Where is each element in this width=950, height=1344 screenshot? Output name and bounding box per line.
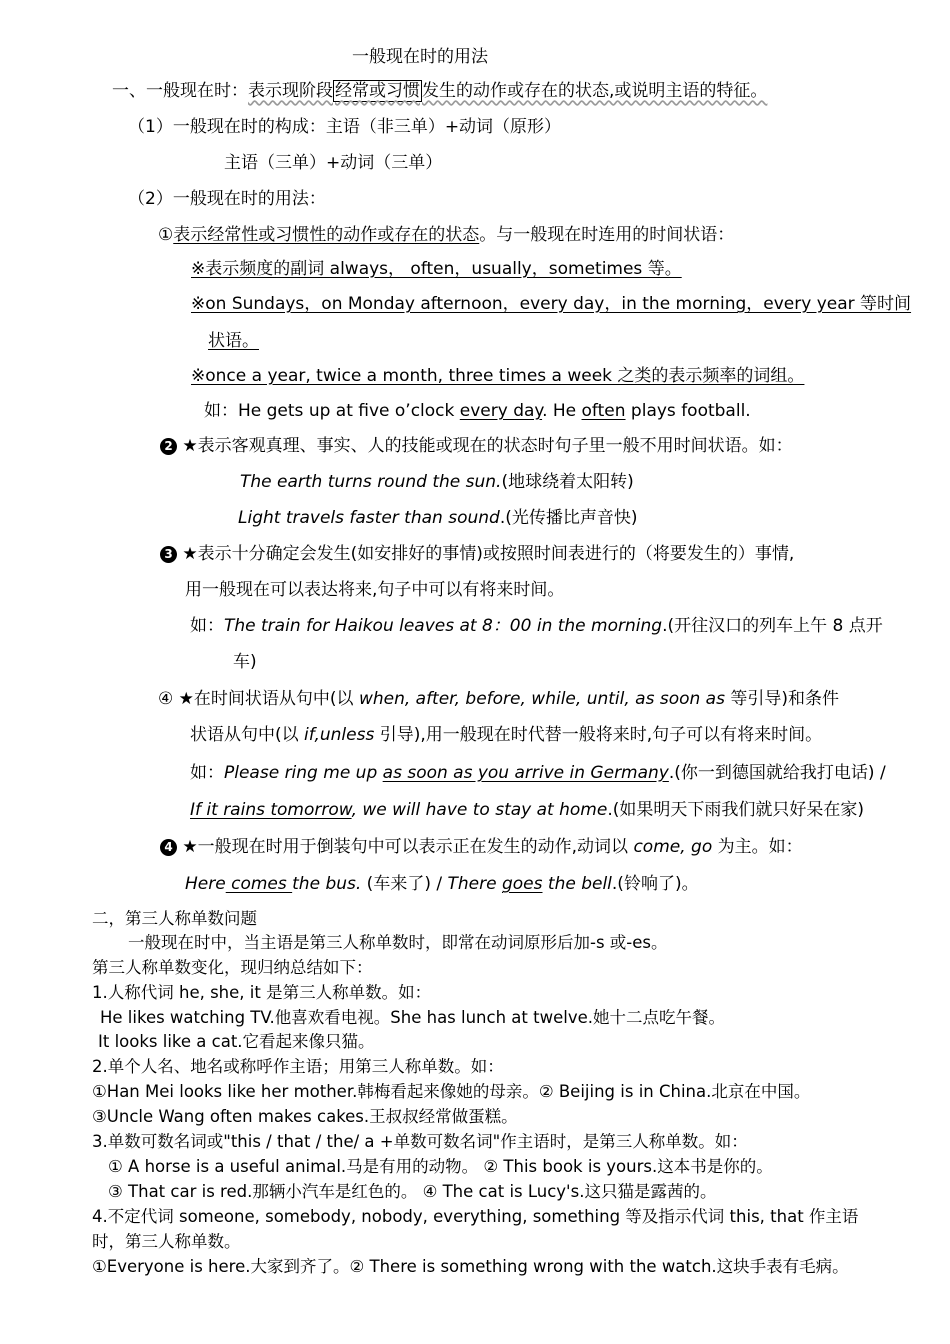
usage-1 xyxy=(158,222,734,248)
example-en: Please ring me up xyxy=(224,763,383,783)
usage-1-underlined: 表示经常性或习惯性的动作或存在的状态 xyxy=(173,225,480,245)
usage-4 xyxy=(158,686,839,712)
section-2-rule-1: 1.人称代词 he, she, it 是第三人称单数。如： xyxy=(92,983,432,1002)
section-1-heading xyxy=(112,78,767,104)
usage-2-example-2 xyxy=(238,505,638,531)
ex-part: plays football. xyxy=(625,401,751,421)
section-2-example: ①Han Mei looks like her mother.韩梅看起来像她的母亲。② Beijing is in China.北京在中国。 xyxy=(92,1082,811,1101)
usage-4-text: ★在时间状语从句中(以 xyxy=(173,689,359,709)
example-en: The train for Haikou leaves at 8：00 in the morning xyxy=(224,616,663,636)
circled-number: 4 xyxy=(160,839,177,856)
section-2-rule-4: 4.不定代词 someone, somebody, nobody, everything, something 等及指示代词 this, that 作主语 xyxy=(92,1207,859,1226)
usage-2-text: ★表示客观真理、事实、人的技能或现在的状态时句子里一般不用时间状语。如： xyxy=(182,436,793,456)
usage-4-text: 等引导)和条件 xyxy=(724,689,840,709)
example-zh: (地球绕着太阳转) xyxy=(501,472,634,492)
section-2-example: ① A horse is a useful animal.马是有用的动物。 ② This book is yours.这本书是你的。 xyxy=(108,1157,773,1176)
example-en-underlined: as soon as you arrive in Germany xyxy=(382,763,669,783)
example-en: , we will have to stay at home xyxy=(351,800,608,820)
verbs: come, go xyxy=(633,837,713,857)
usage-4-cont xyxy=(190,722,822,748)
example-prefix: 如： xyxy=(190,763,224,783)
section-2-example: It looks like a cat.它看起来像只猫。 xyxy=(98,1032,375,1051)
usage-4-text: 状语从句中(以 xyxy=(190,725,305,745)
usage-5 xyxy=(160,834,803,860)
structure-line-1: （1）一般现在时的构成：主语（非三单）+动词（原形） xyxy=(128,117,562,137)
usage-4-example-1 xyxy=(190,760,886,786)
ex-part: . He xyxy=(542,401,582,421)
circled-number: 3 xyxy=(160,546,177,563)
definition xyxy=(248,80,767,102)
example-en: There xyxy=(447,874,502,894)
usage-5-text: 为主。如： xyxy=(712,837,803,857)
section-2-line: 一般现在时中，当主语是第三人称单数时，即常在动词原形后加-s 或-es。 xyxy=(128,933,668,952)
usage-2 xyxy=(160,433,793,459)
usage-2-example-1 xyxy=(240,469,634,495)
section-2-example: ③Uncle Wang often makes cakes.王叔叔经常做蛋糕。 xyxy=(92,1107,518,1126)
usage-3-example-cont: 车) xyxy=(233,652,257,672)
example-zh: .(开往汉口的列车上午 8 点开 xyxy=(662,616,883,636)
structure-line-2: 主语（三单）+动词（三单） xyxy=(224,153,443,173)
example-zh: .(如果明天下雨我们就只好呆在家) xyxy=(607,800,864,820)
page-title: 一般现在时的用法 xyxy=(352,47,488,67)
definition-post: 发生的动作或存在的状态,或说明主语的特征。 xyxy=(422,81,768,101)
section-2-example: ①Everyone is here.大家到齐了。② There is something wrong with the watch.这块手表有毛病。 xyxy=(92,1257,849,1276)
usage-1-rest: 。与一般现在时连用的时间状语： xyxy=(479,225,735,245)
ex-part: 如：He gets up at five o’clock xyxy=(204,401,460,421)
usage-5-example xyxy=(185,871,699,897)
example-en: the bus. xyxy=(292,874,362,894)
section-2-rule-2: 2.单个人名、地名或称呼作主语；用第三人称单数。如： xyxy=(92,1057,504,1076)
usage-4-num: ④ xyxy=(158,689,174,709)
usage-3-text: ★表示十分确定会发生(如安排好的事情)或按照时间表进行的（将要发生的）事情, xyxy=(182,544,795,564)
example-prefix: 如： xyxy=(190,616,224,636)
conjunctions: if,unless xyxy=(304,725,375,745)
definition-pre: 表示现阶段 xyxy=(248,81,333,101)
definition-boxed: 经常或习惯 xyxy=(335,81,420,101)
section-2-example: He likes watching TV.他喜欢看电视。She has lunch at twelve.她十二点吃午餐。 xyxy=(100,1008,725,1027)
usage-1-example xyxy=(204,398,751,424)
section-2-line: 第三人称单数变化，现归纳总结如下： xyxy=(92,958,373,977)
note-frequency-phrases: ※once a year, twice a month, three times a week 之类的表示频率的词组。 xyxy=(191,366,805,386)
usage-3 xyxy=(160,541,794,567)
example-en: the bell xyxy=(542,874,612,894)
example-en-underlined: comes xyxy=(225,874,293,894)
section-2-rule-4-cont: 时，第三人称单数。 xyxy=(92,1232,241,1251)
example-en: Here xyxy=(185,874,226,894)
ex-underlined: every day xyxy=(459,401,543,421)
ex-underlined: often xyxy=(581,401,626,421)
example-en-underlined: If it rains tomorrow xyxy=(190,800,352,820)
note-time-phrases-cont: 状语。 xyxy=(208,331,259,351)
circled-number: 2 xyxy=(160,438,177,455)
usage-4-text: 引导),用一般现在时代替一般将来时,句子可以有将来时间。 xyxy=(374,725,823,745)
example-zh: .(光传播比声音快) xyxy=(499,508,638,528)
usage-5-text: ★一般现在时用于倒装句中可以表示正在发生的动作,动词以 xyxy=(182,837,634,857)
example-en: The earth turns round the sun. xyxy=(240,472,502,492)
example-zh: .(你一到德国就给我打电话) / xyxy=(668,763,886,783)
note-time-phrases: ※on Sundays，on Monday afternoon，every day，in the morning，every year 等时间 xyxy=(191,294,912,314)
example-zh: (车来了) / xyxy=(361,874,448,894)
heading-label: 一、一般现在时： xyxy=(112,81,248,101)
note-frequency-adverbs: ※表示频度的副词 always， often，usually，sometimes 等。 xyxy=(191,259,682,279)
section-2-example: ③ That car is red.那辆小汽车是红色的。 ④ The cat is Lucy's.这只猫是露茜的。 xyxy=(108,1182,717,1201)
section-2-rule-3: 3.单数可数名词或"this / that / the/ a +单数可数名词"作主语时，是第三人称单数。如： xyxy=(92,1132,748,1151)
conjunctions: when, after, before, while, until, as soon as xyxy=(358,689,725,709)
usage-3-cont: 用一般现在可以表达将来,句子中可以有将来时间。 xyxy=(185,580,565,600)
example-en-underlined: goes xyxy=(501,874,543,894)
section-2-heading: 二，第三人称单数问题 xyxy=(92,909,257,928)
example-en: Light travels faster than sound xyxy=(238,508,500,528)
example-zh: .(铃响了)。 xyxy=(611,874,699,894)
usage-3-example xyxy=(190,613,883,639)
usage-heading: （2）一般现在时的用法： xyxy=(128,189,326,209)
usage-4-example-2 xyxy=(190,797,864,823)
usage-1-num: ① xyxy=(158,225,174,245)
